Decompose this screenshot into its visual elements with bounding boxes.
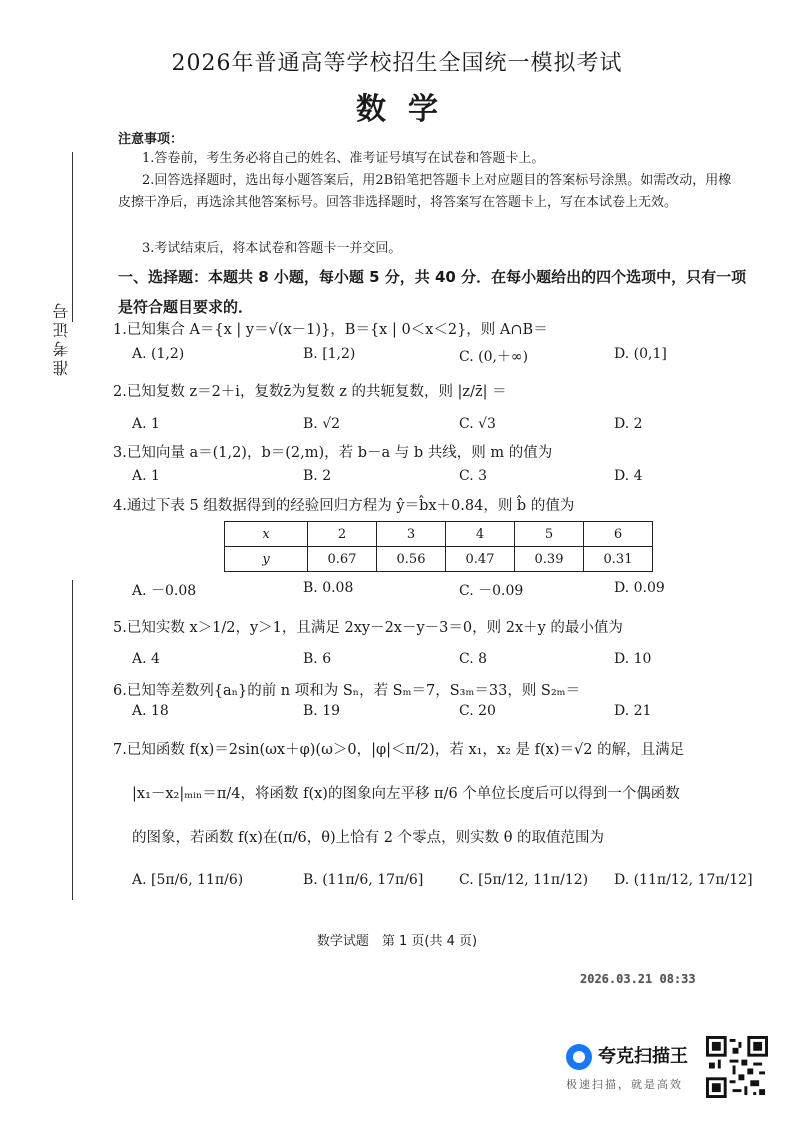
table-header-y: y bbox=[225, 547, 308, 572]
question-1-option-c: C. (0,＋∞) bbox=[459, 349, 529, 365]
question-6-stem: 6.已知等差数列{aₙ}的前 n 项和为 Sₙ，若 Sₘ＝7，S₃ₘ＝33，则 S₂ₘ＝ bbox=[113, 683, 581, 699]
binding-line-bottom bbox=[72, 580, 73, 900]
table-header-x: x bbox=[225, 522, 308, 547]
table-cell: 3 bbox=[377, 522, 446, 547]
binding-line-top bbox=[72, 152, 73, 322]
table-cell: 4 bbox=[446, 522, 515, 547]
question-7-option-a: A. [5π/6, 11π/6) bbox=[132, 872, 244, 888]
candidate-number-label: 准考证号 bbox=[52, 300, 71, 376]
question-7-line-2: |x₁－x₂|ₘᵢₙ＝π/4，将函数 f(x)的图象向左平移 π/6 个单位长度后可以得到一个偶函数 bbox=[132, 786, 680, 802]
question-6-option-a: A. 18 bbox=[132, 703, 169, 719]
question-1-option-d: D. (0,1] bbox=[614, 346, 667, 362]
table-cell: 2 bbox=[308, 522, 377, 547]
question-2-option-d: D. 2 bbox=[614, 416, 643, 432]
page-footer: 数学试题 第 1 页(共 4 页) bbox=[316, 934, 478, 949]
qr-code-icon bbox=[706, 1036, 768, 1098]
question-5-stem: 5.已知实数 x＞1/2，y＞1，且满足 2xy－2x－y－3＝0，则 2x＋y 的最小值为 bbox=[113, 620, 623, 636]
question-4-option-b: B. 0.08 bbox=[303, 580, 354, 596]
question-7-option-d: D. (11π/12, 17π/12] bbox=[614, 872, 753, 888]
note-item: 1.答卷前，考生务必将自己的姓名、准考证号填写在试卷和答题卡上。 bbox=[142, 151, 545, 166]
question-5-option-d: D. 10 bbox=[614, 651, 652, 667]
question-1-stem: 1.已知集合 A＝{x | y＝√(x－1)}，B＝{x | 0＜x＜2}，则 A∩B＝ bbox=[113, 322, 548, 338]
exam-subject: 数学 bbox=[356, 92, 460, 127]
table-cell: 0.31 bbox=[584, 547, 653, 572]
brand-name: 夸克扫描王 bbox=[598, 1046, 688, 1067]
question-4-option-c: C. －0.09 bbox=[459, 583, 524, 599]
question-7-line-3: 的图象，若函数 f(x)在(π/6，θ)上恰有 2 个零点，则实数 θ 的取值范围为 bbox=[132, 830, 605, 846]
table-row bbox=[225, 522, 653, 547]
question-3-option-d: D. 4 bbox=[614, 468, 643, 484]
question-7-option-b: B. (11π/6, 17π/6] bbox=[303, 872, 424, 888]
question-5-option-c: C. 8 bbox=[459, 651, 488, 667]
note-item: 2.回答选择题时，选出每小题答案后，用2B铅笔把答题卡上对应题目的答案标号涂黑。如需改动，用橡皮擦干净后，再选涂其他答案标号。回答非选择题时，将答案写在答题卡上，写在本试卷上无效。 bbox=[118, 173, 732, 210]
question-1-option-a: A. (1,2) bbox=[132, 346, 185, 362]
question-4-option-d: D. 0.09 bbox=[614, 580, 665, 596]
section-heading: 一、选择题：本题共 8 小题，每小题 5 分，共 40 分．在每小题给出的四个选项中，只有一项是符合题目要求的． bbox=[118, 268, 747, 316]
question-7-option-c: C. [5π/12, 11π/12) bbox=[459, 872, 589, 888]
question-4-stem: 4.通过下表 5 组数据得到的经验回归方程为 ŷ＝b̂x＋0.84，则 b̂ 的值为 bbox=[113, 498, 575, 514]
question-3-stem: 3.已知向量 a＝(1,2)，b＝(2,m)，若 b－a 与 b 共线，则 m 的值为 bbox=[113, 445, 553, 461]
regression-data-table bbox=[224, 521, 653, 572]
brand-logo-icon bbox=[566, 1044, 592, 1070]
table-cell: 5 bbox=[515, 522, 584, 547]
table-row bbox=[225, 547, 653, 572]
question-2-option-c: C. √3 bbox=[459, 416, 496, 432]
exam-title: 2026年普通高等学校招生全国统一模拟考试 bbox=[171, 51, 623, 76]
table-cell: 0.67 bbox=[308, 547, 377, 572]
question-6-option-b: B. 19 bbox=[303, 703, 341, 719]
question-1-option-b: B. [1,2) bbox=[303, 346, 356, 362]
question-6-option-c: C. 20 bbox=[459, 703, 496, 719]
question-3-option-b: B. 2 bbox=[303, 468, 332, 484]
table-cell: 6 bbox=[584, 522, 653, 547]
question-7-line-1: 7.已知函数 f(x)＝2sin(ωx＋φ)(ω＞0，|φ|＜π/2)，若 x₁，x₂ 是 f(x)＝√2 的解，且满足 bbox=[113, 742, 685, 758]
table-cell: 0.47 bbox=[446, 547, 515, 572]
table-cell: 0.39 bbox=[515, 547, 584, 572]
question-6-option-d: D. 21 bbox=[614, 703, 652, 719]
table-cell: 0.56 bbox=[377, 547, 446, 572]
question-5-option-a: A. 4 bbox=[132, 651, 160, 667]
note-item: 3.考试结束后，将本试卷和答题卡一并交回。 bbox=[142, 241, 402, 256]
question-2-option-b: B. √2 bbox=[303, 416, 341, 432]
question-5-option-b: B. 6 bbox=[303, 651, 332, 667]
question-3-option-a: A. 1 bbox=[132, 468, 160, 484]
brand-slogan: 极速扫描，就是高效 bbox=[566, 1078, 683, 1091]
scan-timestamp: 2026.03.21 08:33 bbox=[580, 972, 696, 986]
question-2-option-a: A. 1 bbox=[132, 416, 160, 432]
question-4-option-a: A. －0.08 bbox=[132, 583, 197, 599]
question-3-option-c: C. 3 bbox=[459, 468, 488, 484]
question-2-stem: 2.已知复数 z＝2＋i，复数z̄为复数 z 的共轭复数，则 |z/z̄| ＝ bbox=[113, 384, 507, 400]
notes-heading: 注意事项： bbox=[118, 132, 184, 147]
